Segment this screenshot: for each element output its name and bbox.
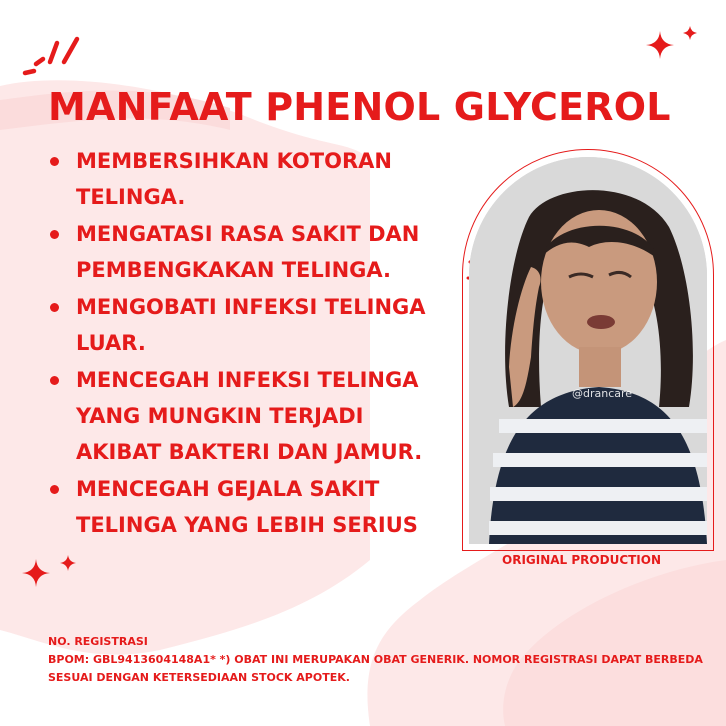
watermark: @drancare — [572, 387, 633, 400]
list-item-text: MEMBERSIHKAN KOTORAN TELINGA. — [76, 149, 392, 209]
photo-caption: ORIGINAL PRODUCTION — [502, 553, 662, 567]
burst-lines-icon — [25, 39, 77, 73]
page-title: MANFAAT PHENOL GLYCEROL — [48, 85, 671, 129]
list-item — [46, 289, 466, 361]
list-item-text: MENCEGAH INFEKSI TELINGA YANG MUNGKIN TERJADI AKIBAT BAKTERI DAN JAMUR. — [76, 368, 423, 464]
girl-photo — [469, 157, 707, 544]
bullet-icon — [50, 303, 59, 312]
benefits-list — [46, 143, 466, 544]
girl-illustration — [469, 157, 707, 544]
bullet-icon — [50, 485, 59, 494]
list-item-text: MENCEGAH GEJALA SAKIT TELINGA YANG LEBIH SERIUS — [76, 477, 418, 537]
list-item — [46, 143, 466, 215]
bullet-icon — [50, 157, 59, 166]
registration-heading: NO. REGISTRASI — [48, 635, 148, 648]
list-item-text: MENGATASI RASA SAKIT DAN PEMBENGKAKAN TELINGA. — [76, 222, 420, 282]
list-item — [46, 471, 466, 543]
bullet-icon — [50, 376, 59, 385]
list-item — [46, 362, 466, 470]
registration-details: BPOM: GBL9413604148A1* *) OBAT INI MERUPAKAN OBAT GENERIK. NOMOR REGISTRASI DAPAT BERBEDA SESUAI DENGAN KETERSEDIAAN STOCK APOTEK. — [48, 653, 703, 684]
list-item-text: MENGOBATI INFEKSI TELINGA LUAR. — [76, 295, 426, 355]
registration-footer — [48, 633, 708, 687]
list-item — [46, 216, 466, 288]
bullet-icon — [50, 230, 59, 239]
